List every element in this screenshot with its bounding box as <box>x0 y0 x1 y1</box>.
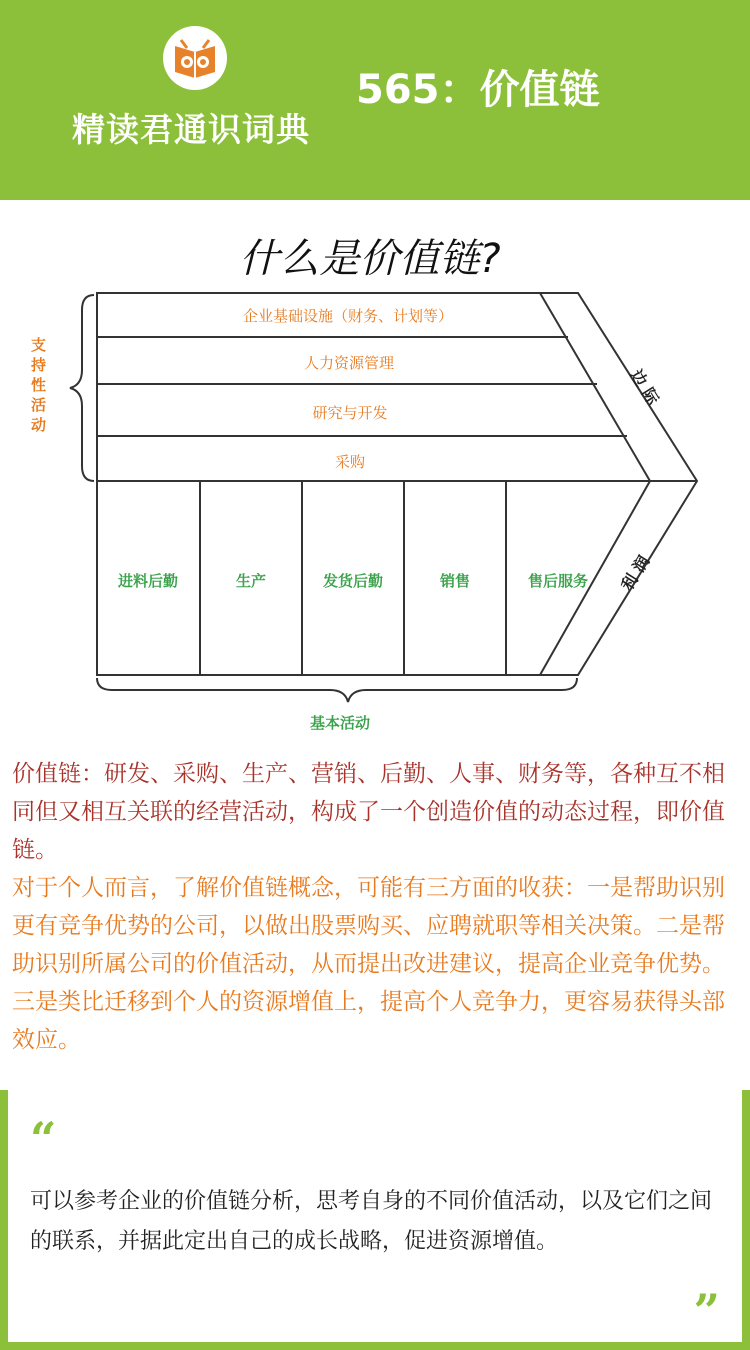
description <box>12 755 742 1059</box>
primary-activity-2: 生产 <box>235 572 267 590</box>
support-label: 支 持 性 活 动 <box>31 336 47 434</box>
value-chain-diagram <box>0 210 750 750</box>
book-owl-icon <box>163 26 227 90</box>
open-quote-icon: “ <box>30 1112 57 1166</box>
primary-activity-4: 销售 <box>439 572 471 590</box>
value-chain-outline <box>97 293 697 675</box>
primary-activity-1: 进料后勤 <box>117 572 179 590</box>
primary-activity-3: 发货后勤 <box>322 572 384 590</box>
benefits-paragraph: 对于个人而言，了解价值链概念，可能有三方面的收获：一是帮助识别更有竞争优势的公司，以做出股票购买、应聘就职等相关决策。二是帮助识别所属公司的价值活动，从而提出改进建议，提高企业竞争优势。三是类比迁移到个人的资源增值上，提高个人竞争力，更容易获得头部效应。 <box>12 875 725 1053</box>
margin-band <box>540 293 650 675</box>
close-quote-icon: ” <box>693 1284 720 1338</box>
margin-label-bottom: 利 润 <box>617 552 654 595</box>
primary-label: 基本活动 <box>309 714 371 732</box>
margin-label-top: 边 际 <box>626 366 663 409</box>
primary-brace <box>97 678 577 702</box>
quote-card <box>8 1090 742 1342</box>
quote-box <box>0 1090 750 1350</box>
primary-activity-5: 售后服务 <box>527 572 589 590</box>
support-row-2: 人力资源管理 <box>303 354 395 372</box>
support-row-1: 企业基础设施（财务、计划等） <box>242 307 454 325</box>
support-brace <box>70 295 94 481</box>
definition-paragraph: 价值链：研发、采购、生产、营销、后勤、人事、财务等，各种互不相同但又相互关联的经营活动，构成了一个创造价值的动态过程，即价值链。 <box>12 761 725 863</box>
diagram-heading: 什么是价值链? <box>239 236 501 282</box>
support-row-4: 采购 <box>334 453 366 471</box>
header-banner <box>0 0 750 200</box>
entry-title: 565：价值链 <box>356 67 600 113</box>
brand-name: 精读君通识词典 <box>72 110 310 149</box>
quote-text: 可以参考企业的价值链分析，思考自身的不同价值活动，以及它们之间的联系，并据此定出自己的成长战略，促进资源增值。 <box>30 1189 713 1254</box>
logo <box>163 26 227 90</box>
support-row-3: 研究与开发 <box>312 404 388 422</box>
